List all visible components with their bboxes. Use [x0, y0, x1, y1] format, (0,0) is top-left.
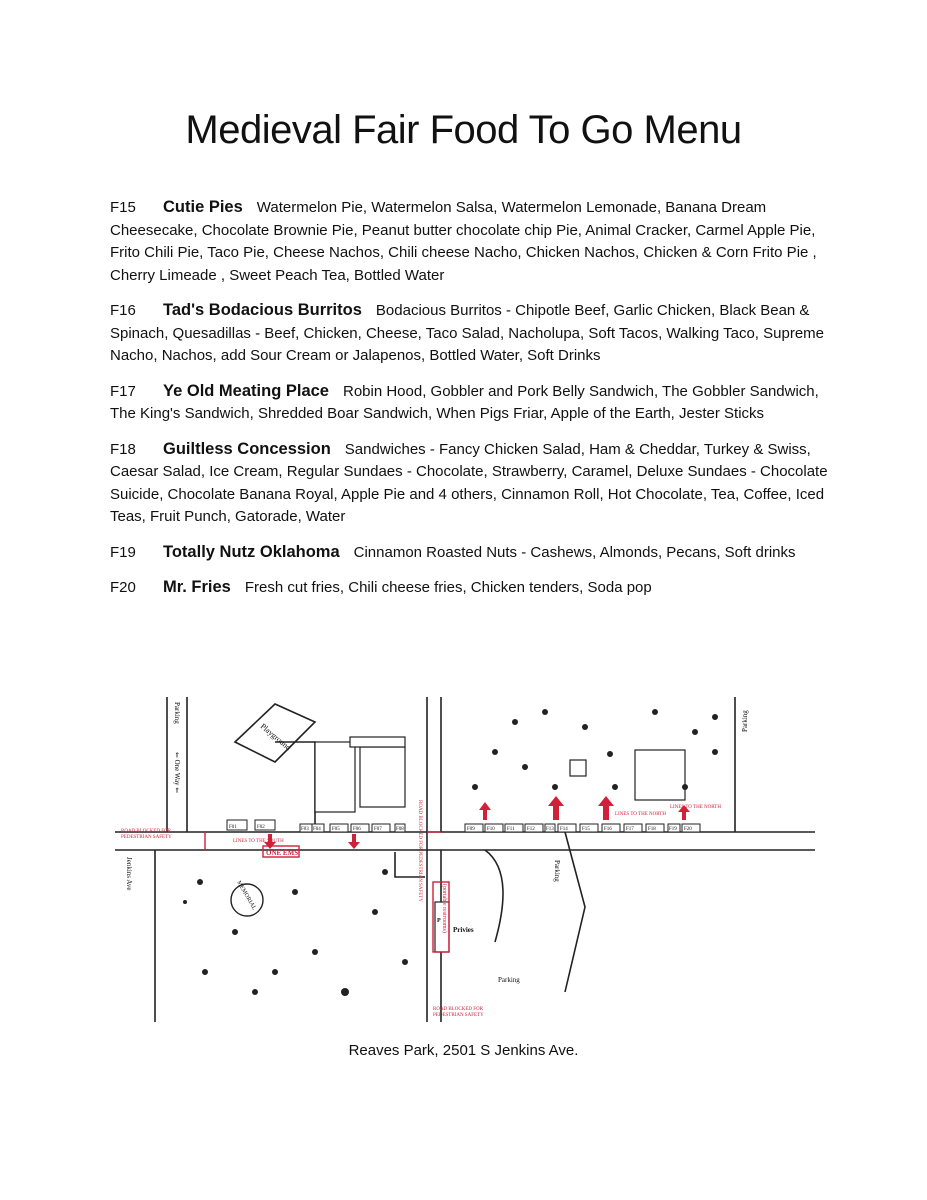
- booth-label: F12: [527, 827, 535, 832]
- booth-code: F16: [110, 302, 136, 319]
- privies-label: Privies: [453, 926, 474, 934]
- road-blocked-label: ROAD BLOCKED FOR: [121, 829, 172, 834]
- road-blocked-center-label: ROAD BLOCKED FOR PEDESTRIAN SAFETY: [417, 800, 422, 902]
- booth-code: F17: [110, 382, 136, 400]
- booth-label: F17: [626, 827, 634, 832]
- booth-label: F03: [301, 827, 309, 832]
- parking-p-label: P: [437, 918, 441, 924]
- park-map: [115, 692, 815, 1022]
- booth-label: F08: [396, 827, 404, 832]
- booth-label: F09: [467, 827, 475, 832]
- menu-list: [110, 196, 830, 612]
- booth-code: F19: [110, 543, 136, 561]
- parking-label: Parking: [173, 702, 181, 724]
- street-label: Jenkins Ave: [125, 857, 133, 891]
- vendor-name: Totally Nutz Oklahoma: [163, 542, 340, 561]
- vendor-items: Fresh cut fries, Chili cheese fries, Chicken tenders, Soda pop: [244, 579, 652, 596]
- parking-label: Parking: [553, 860, 561, 882]
- booth-label: F02: [257, 825, 265, 830]
- booth-code: F20: [110, 579, 136, 596]
- booth-label: F15: [582, 827, 590, 832]
- vendor-items: Sandwiches - Fancy Chicken Salad, Ham & Cheddar, Turkey & Swiss, Caesar Salad, Ice Cream, Regular Sundaes - Chocolate, Strawberry, Caramel, Deluxe Sundaes - Chocolate Suicide, Chocolate Banana Royal, Apple Pie and 4 others, Cinnamon Roll, Hot Chocolate, Tea, Coffee, Iced Teas, Fruit Punch, Gatorade, Water: [110, 440, 828, 525]
- booth-code: F18: [110, 440, 136, 458]
- menu-entry: [110, 541, 830, 565]
- vendor-items: Robin Hood, Gobbler and Pork Belly Sandwich, The Gobbler Sandwich, The King's Sandwich, Shredded Boar Sandwich, When Pigs Friar, Apple of the Earth, Jester Sticks: [110, 382, 819, 422]
- vendor-name: Guiltless Concession: [163, 439, 331, 458]
- roads: [115, 697, 815, 1022]
- booth-label: F19: [669, 827, 677, 832]
- booth-label: F16: [604, 827, 612, 832]
- booth-label: F07: [374, 827, 382, 832]
- map-caption: Reaves Park, 2501 S Jenkins Ave.: [348, 1042, 579, 1059]
- parking-label: Parking: [741, 710, 749, 732]
- portable-restrooms-label: (portable restrooms): [441, 884, 447, 933]
- vendor-name: Cutie Pies: [163, 198, 243, 216]
- booth-code: F15: [110, 199, 136, 216]
- vendor-name: Ye Old Meating Place: [163, 381, 329, 400]
- lines-north-label: LINES TO THE NORTH: [615, 812, 666, 817]
- menu-entry: [110, 196, 830, 287]
- lines-north-label: LINES TO THE NORTH: [670, 805, 721, 810]
- memorial-label: MEMORIAL: [235, 880, 257, 912]
- vendor-items: Bodacious Burritos - Chipotle Beef, Garlic Chicken, Black Bean & Spinach, Quesadillas - Beef, Chicken, Cheese, Taco Salad, Nacholupa, Soft Tacos, Walking Taco, Supreme Nacho, Nachos, add Sour Cream or Jalapenos, Bottled Water, Soft Drinks: [110, 302, 825, 364]
- booth-label: F20: [684, 827, 692, 832]
- booth-label: F05: [332, 827, 340, 832]
- booth-label: F13: [546, 827, 554, 832]
- vendor-name: Tad's Bodacious Burritos: [163, 301, 362, 319]
- playground-label: Playground: [258, 721, 293, 753]
- booth-label: F10: [487, 827, 495, 832]
- booth-label: F04: [313, 827, 321, 832]
- ems-label: ONE EMS: [266, 849, 299, 857]
- one-way-label: ⇐ One Way ⇐: [173, 752, 181, 794]
- menu-entry: [110, 299, 830, 368]
- lines-south-label: LINES TO THE SOUTH: [233, 839, 284, 844]
- vendor-name: Mr. Fries: [163, 578, 231, 596]
- booth-label: F11: [507, 827, 515, 832]
- road-blocked-label: PEDESTRIAN SAFETY: [433, 1013, 484, 1018]
- menu-entry: [110, 380, 830, 426]
- road-blocked-label: ROAD BLOCKED FOR: [433, 1007, 484, 1012]
- booth-label: F06: [353, 827, 361, 832]
- vendor-items: Cinnamon Roasted Nuts - Cashews, Almonds, Pecans, Soft drinks: [353, 543, 796, 561]
- booth-label: F01: [229, 825, 237, 830]
- menu-entry: [110, 576, 830, 600]
- menu-entry: [110, 438, 830, 529]
- page-title: Medieval Fair Food To Go Menu: [185, 108, 742, 152]
- road-blocked-label: PEDESTRIAN SAFETY: [121, 835, 172, 840]
- vendor-items: Watermelon Pie, Watermelon Salsa, Watermelon Lemonade, Banana Dream Cheesecake, Chocolate Brownie Pie, Peanut butter chocolate chip Pie, Animal Cracker, Carmel Apple Pie, Frito Chili Pie, Taco Pie, Cheese Nachos, Chili cheese Nacho, Chicken Nachos, Chicken & Corn Frito Pie , Cherry Limeade , Sweet Peach Tea, Bottled Water: [110, 199, 817, 284]
- booth-label: F14: [560, 827, 568, 832]
- booth-label: F18: [648, 827, 656, 832]
- parking-label: Parking: [498, 976, 520, 984]
